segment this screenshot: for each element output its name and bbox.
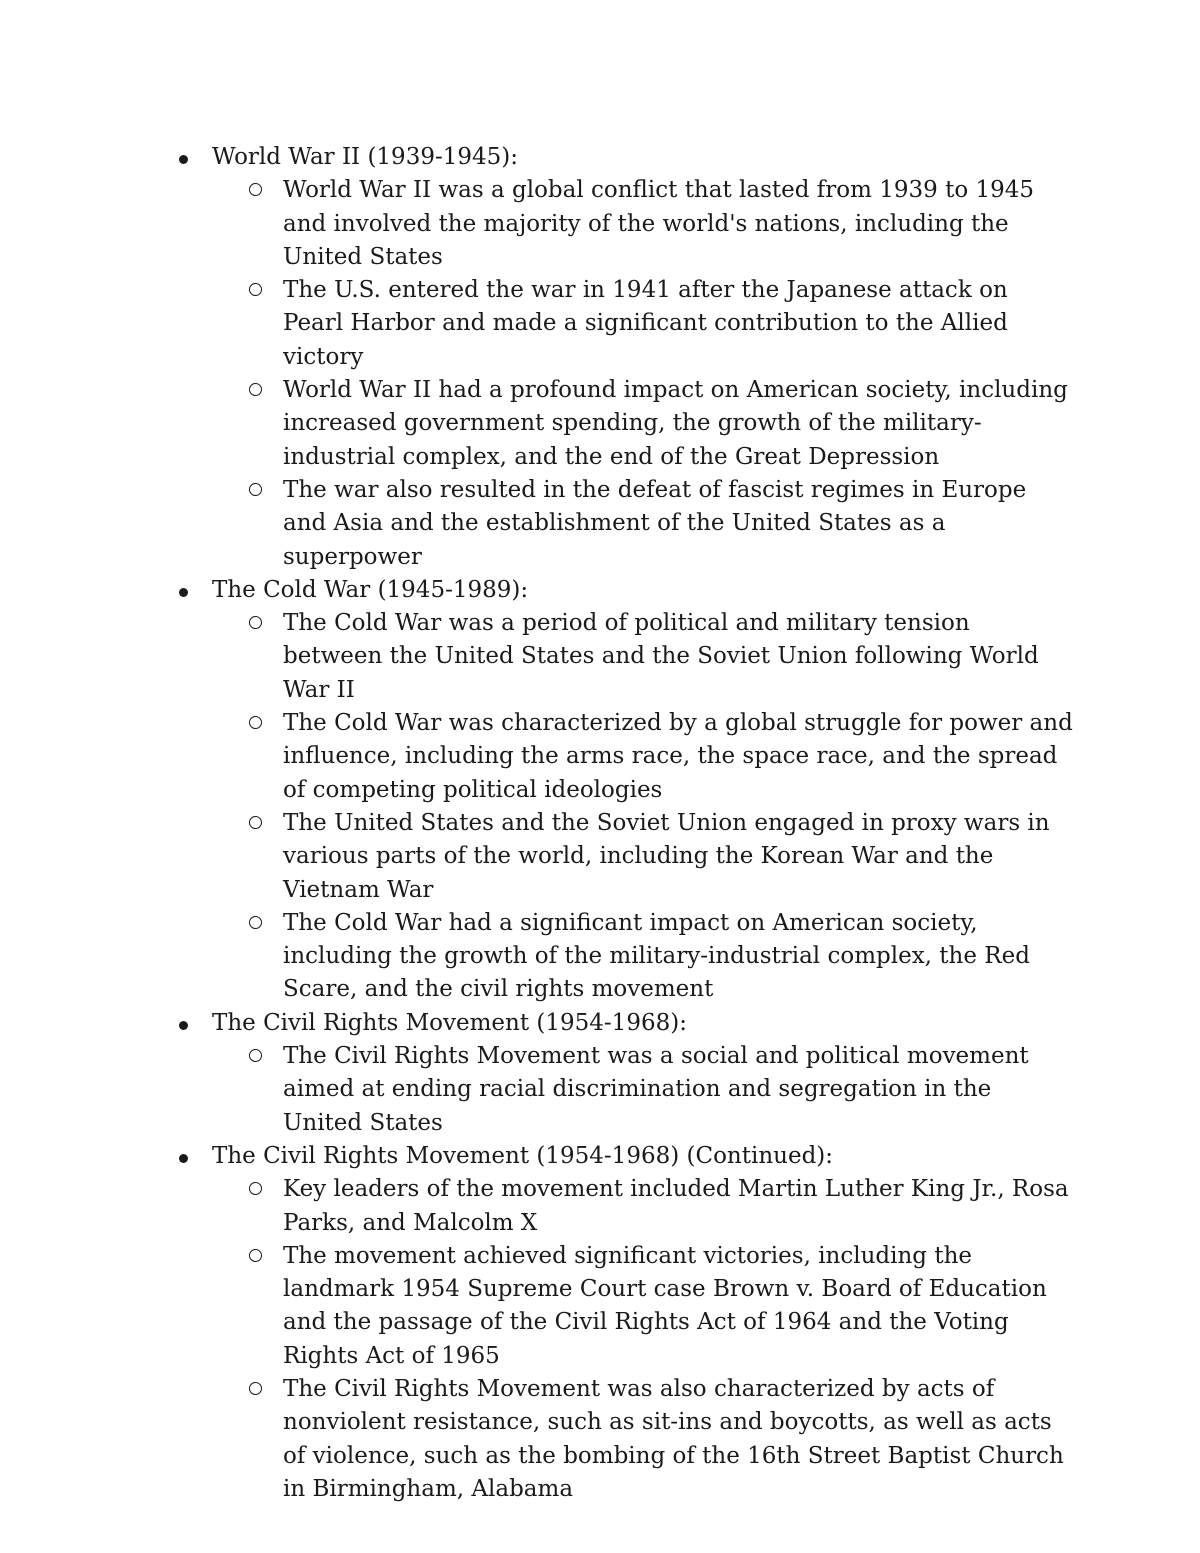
hollow-bullet-icon (249, 716, 262, 729)
topic-title: The Civil Rights Movement (1954-1968): (212, 1009, 687, 1036)
hollow-bullet-icon (249, 1249, 262, 1262)
hollow-bullet-icon (249, 1049, 262, 1062)
hollow-bullet-icon (249, 383, 262, 396)
hollow-bullet-icon (249, 283, 262, 296)
topic-title: The Cold War (1945-1989): (212, 576, 529, 603)
list-item (212, 707, 1072, 807)
filled-bullet-icon (179, 588, 188, 597)
list-item (212, 474, 1072, 574)
topic-civil-rights-movement (172, 1007, 1072, 1140)
list-item (212, 274, 1072, 374)
list-item-text: The U.S. entered the war in 1941 after the Japanese attack on Pearl Harbor and made a significant contribution to the Allied victory (283, 277, 1008, 370)
list-item-text: The war also resulted in the defeat of fascist regimes in Europe and Asia and the establishment of the United States as a superpower (283, 476, 1027, 570)
hollow-bullet-icon (249, 816, 262, 829)
topic-world-war-ii (172, 141, 1072, 574)
list-item-text: Key leaders of the movement included Martin Luther King Jr., Rosa Parks, and Malcolm X (283, 1176, 1069, 1236)
list-item-text: The Civil Rights Movement was a social and political movement aimed at ending racial discrimination and segregation in the United States (283, 1043, 1029, 1136)
list-item-text: World War II had a profound impact on American society, including increased government spending, the growth of the military-industrial complex, and the end of the Great Depression (283, 377, 1068, 470)
topic-cold-war (172, 574, 1072, 1007)
outline-list (172, 141, 1072, 1506)
list-item (212, 1240, 1072, 1373)
list-item-text: The movement achieved significant victories, including the landmark 1954 Supreme Court case Brown v. Board of Education and the passage of the Civil Rights Act of 1964 and the Voting Rights Act of 1965 (283, 1242, 1047, 1369)
sub-point-list (212, 174, 1072, 574)
list-item-text: The Cold War had a significant impact on American society, including the growth of the military-industrial complex, the Red Scare, and the civil rights movement (283, 909, 1030, 1003)
sub-point-list (212, 1173, 1072, 1506)
hollow-bullet-icon (249, 916, 262, 929)
hollow-bullet-icon (249, 183, 262, 196)
list-item (212, 607, 1072, 707)
list-item-text: The Cold War was a period of political and military tension between the United States and the Soviet Union following World War II (283, 610, 1039, 703)
sub-point-list (212, 607, 1072, 1007)
topic-title: World War II (1939-1945): (212, 144, 518, 170)
list-item (212, 1373, 1072, 1506)
filled-bullet-icon (179, 1154, 188, 1163)
list-item (212, 907, 1072, 1007)
list-item-text: The Cold War was characterized by a global struggle for power and influence, including the arms race, the space race, and the spread of competing political ideologies (283, 710, 1073, 803)
topic-title: The Civil Rights Movement (1954-1968) (Continued): (212, 1142, 834, 1169)
topic-civil-rights-movement-continued (172, 1140, 1072, 1506)
filled-bullet-icon (179, 1021, 188, 1030)
hollow-bullet-icon (249, 1182, 262, 1195)
list-item-text: World War II was a global conflict that lasted from 1939 to 1945 and involved the majority of the world's nations, including the United States (283, 177, 1035, 270)
list-item-text: The United States and the Soviet Union engaged in proxy wars in various parts of the world, including the Korean War and the Vietnam War (283, 809, 1050, 903)
list-item (212, 1040, 1072, 1140)
hollow-bullet-icon (249, 1382, 262, 1395)
filled-bullet-icon (179, 155, 188, 164)
hollow-bullet-icon (249, 616, 262, 629)
hollow-bullet-icon (249, 483, 262, 496)
list-item (212, 174, 1072, 274)
list-item (212, 807, 1072, 907)
list-item-text: The Civil Rights Movement was also characterized by acts of nonviolent resistance, such as sit-ins and boycotts, as well as acts of violence, such as the bombing of the 16th Street Baptist Church in Birmingham, Alabama (283, 1375, 1064, 1502)
list-item (212, 374, 1072, 474)
sub-point-list (212, 1040, 1072, 1140)
list-item (212, 1173, 1072, 1240)
